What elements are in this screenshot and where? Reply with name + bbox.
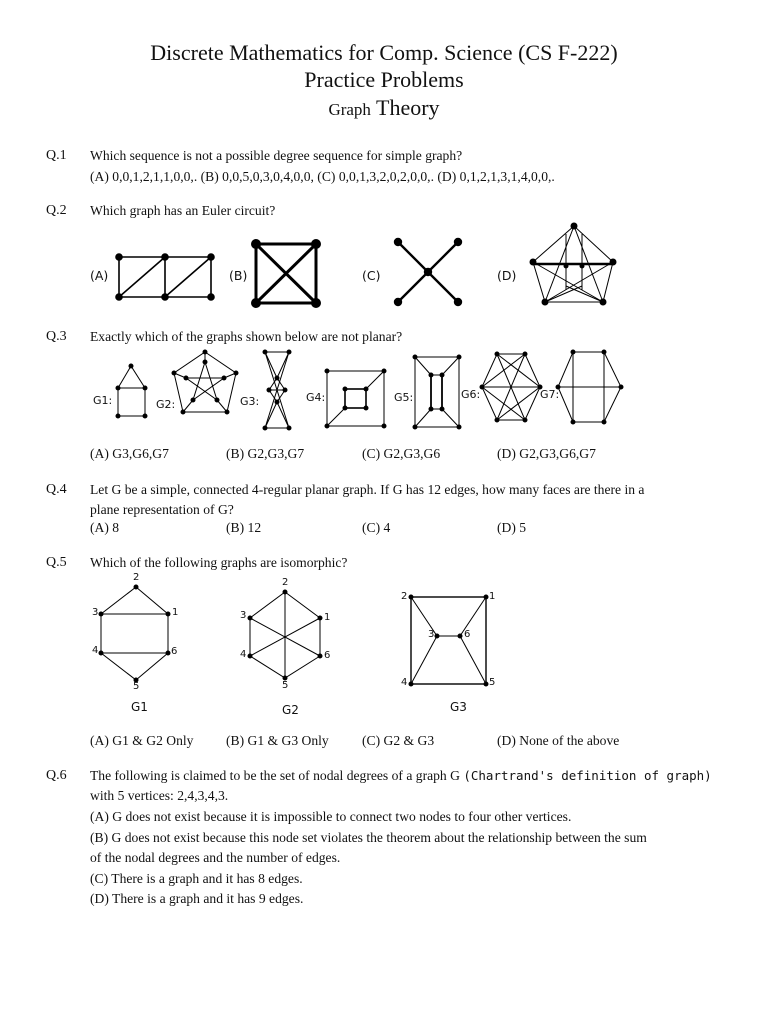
q5-option-a: (A) G1 & G2 Only: [90, 733, 194, 748]
q4-option-c: (C) 4: [362, 520, 391, 535]
q3-label-g7: G7:: [540, 388, 560, 401]
q3-label-g4: G4:: [306, 391, 326, 404]
q3-graph-g3: [263, 350, 291, 430]
q5-g1-vertex-6: 6: [171, 646, 178, 657]
q5-graph-g1: [99, 585, 170, 682]
q5-g2-vertex-2: 2: [282, 577, 289, 588]
q6-text-mono: (Chartrand's definition of graph): [463, 768, 712, 783]
q3-option-a: (A) G3,G6,G7: [90, 446, 169, 461]
q5-label-g2: G2: [282, 703, 299, 717]
topic-word-graph: Graph: [328, 100, 371, 119]
q5-option-c: (C) G2 & G3: [362, 733, 435, 748]
q5-g3-vertex-3: 3: [428, 629, 435, 640]
q3-graph-g7: [556, 350, 623, 424]
q2-label-c: (C): [362, 268, 381, 283]
q5-g2-vertex-1: 1: [324, 612, 331, 623]
q3-graph-g2: [172, 350, 238, 414]
q5-g1-vertex-3: 3: [92, 607, 99, 618]
q5-option-b: (B) G1 & G3 Only: [226, 733, 329, 748]
q2-label-b: (B): [229, 268, 248, 283]
q1-number: Q.1: [46, 148, 67, 163]
q4-number: Q.4: [46, 482, 67, 497]
q3-graph-g5: [413, 355, 461, 429]
q3-graph-g6: [480, 352, 542, 422]
q5-graph-g2: [248, 590, 322, 680]
q2-label-d: (D): [497, 268, 517, 283]
page-subtitle: Practice Problems: [304, 67, 464, 92]
q4-text-cont: plane representation of G?: [90, 502, 234, 517]
q5-g1-vertex-1: 1: [172, 607, 179, 618]
q6-text-main: The following is claimed to be the set of nodal degrees of a graph G: [90, 768, 460, 783]
q6-option-a: (A) G does not exist because it is impossible to connect two nodes to four other vertices.: [90, 809, 572, 824]
q5-label-g3: G3: [450, 700, 467, 714]
q6-option-c: (C) There is a graph and it has 8 edges.: [90, 871, 303, 886]
q2-text: Which graph has an Euler circuit?: [90, 203, 276, 218]
q5-number: Q.5: [46, 555, 67, 570]
q5-g2-vertex-3: 3: [240, 610, 247, 621]
q5-g1-vertex-4: 4: [92, 645, 99, 656]
q5-g3-vertex-6: 6: [464, 629, 471, 640]
q3-graph-g1: [116, 364, 147, 418]
q5-g1-vertex-2: 2: [133, 572, 140, 583]
q2-graph-a: [116, 254, 214, 300]
q3-option-d: (D) G2,G3,G6,G7: [497, 446, 596, 461]
q3-graph-g4: [325, 369, 386, 428]
q3-label-g2: G2:: [156, 398, 176, 411]
q5-g1-vertex-5: 5: [133, 681, 140, 692]
q4-option-b: (B) 12: [226, 520, 262, 535]
page-title: Discrete Mathematics for Comp. Science (CS F-222): [150, 40, 618, 65]
q4-option-a: (A) 8: [90, 520, 120, 535]
q5-g2-vertex-4: 4: [240, 649, 247, 660]
q2-label-a: (A): [90, 268, 109, 283]
q5-g2-vertex-5: 5: [282, 680, 289, 691]
q5-g3-vertex-4: 4: [401, 677, 408, 688]
q2-graph-d: [530, 223, 616, 305]
q3-option-b: (B) G2,G3,G7: [226, 446, 305, 461]
q3-label-g1: G1:: [93, 394, 113, 407]
q1-text: Which sequence is not a possible degree sequence for simple graph?: [90, 148, 463, 163]
q4-text: Let G be a simple, connected 4-regular planar graph. If G has 12 edges, how many faces are there in a: [90, 482, 645, 497]
topic-word-theory: Theory: [376, 95, 440, 120]
q3-label-g6: G6:: [461, 388, 481, 401]
q2-graph-c: [395, 239, 461, 305]
q6-option-b: (B) G does not exist because this node set violates the theorem about the relationship between the sum: [90, 830, 647, 845]
q3-text: Exactly which of the graphs shown below are not planar?: [90, 329, 403, 344]
q3-option-c: (C) G2,G3,G6: [362, 446, 441, 461]
q5-graph-g3: [409, 595, 488, 686]
q5-label-g1: G1: [131, 700, 148, 714]
q5-g2-vertex-6: 6: [324, 650, 331, 661]
q3-label-g5: G5:: [394, 391, 414, 404]
q4-option-d: (D) 5: [497, 520, 527, 535]
q6-text: [90, 766, 712, 786]
q5-option-d: (D) None of the above: [497, 733, 620, 748]
q5-text: Which of the following graphs are isomorphic?: [90, 555, 348, 570]
q1-options: (A) 0,0,1,2,1,1,0,0,. (B) 0,0,5,0,3,0,4,0,0, (C) 0,0,1,3,2,0,2,0,0,. (D) 0,1,2,1,3,1,4,0,0,.: [90, 169, 555, 184]
q3-label-g3: G3:: [240, 395, 260, 408]
q2-number: Q.2: [46, 203, 67, 218]
q6-option-b-cont: of the nodal degrees and the number of edges.: [90, 850, 341, 865]
q2-graph-b: [253, 241, 320, 307]
q6-option-d: (D) There is a graph and it has 9 edges.: [90, 891, 304, 906]
q6-text-cont: with 5 vertices: 2,4,3,4,3.: [90, 788, 229, 803]
q3-number: Q.3: [46, 329, 67, 344]
q5-g3-vertex-5: 5: [489, 677, 496, 688]
q5-g3-vertex-1: 1: [489, 591, 496, 602]
q5-g3-vertex-2: 2: [401, 591, 408, 602]
q6-number: Q.6: [46, 768, 67, 783]
